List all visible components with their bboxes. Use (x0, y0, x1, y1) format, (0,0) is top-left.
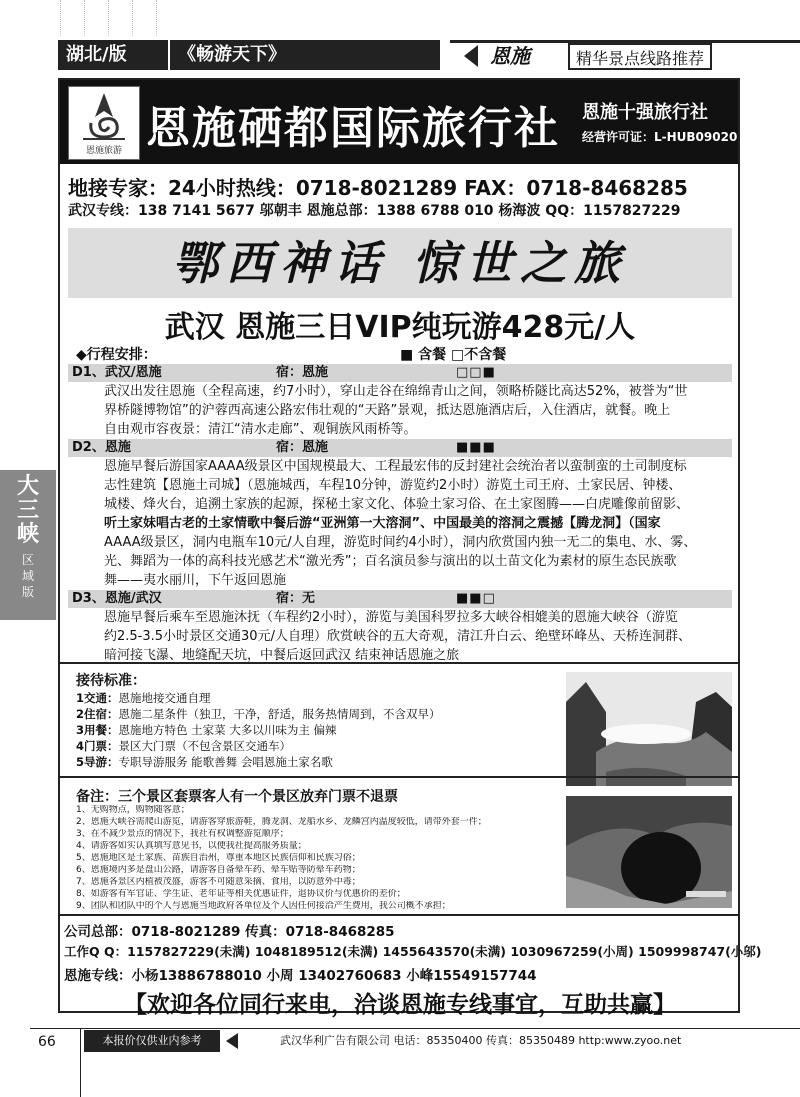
standard-text: 恩施二星条件（独卫，干净，舒适，服务热情周到，不含双早） (118, 707, 441, 721)
publisher-info: 武汉华利广告有限公司 电话：85350400 传真：85350489 http:www.zyoo.net (280, 1034, 682, 1047)
standard-item (76, 690, 211, 706)
day-description (104, 382, 724, 439)
standard-label: 2住宿： (76, 707, 119, 721)
footer-rule (30, 1028, 800, 1029)
day-stay: 宿：无 (276, 591, 316, 606)
divider (60, 914, 738, 916)
column-title: 《畅游天下》 (170, 40, 440, 70)
day-title: D1、武汉/恩施 (72, 365, 162, 380)
day-line: 恩施早餐后乘车至恩施沐抚（车程约2小时），游览与美国科罗拉多大峡谷相媲美的恩施大峡谷（游览 (104, 610, 678, 625)
day-title: D3、恩施/武汉 (72, 591, 162, 606)
top10-badge: 恩施十强旅行社 (582, 102, 708, 123)
day-line: 界桥隧博物馆”的沪蓉西高速公路宏伟壮观的“天路”景观，抵达恩施酒店后，入住酒店，就餐。晚上 (104, 403, 671, 418)
side-tab-subtitle: 区域版 (21, 553, 34, 599)
day-line: 城楼、烽火台，追溯土家族的起源，探秘土家文化、体验土家习俗、在土家图腾——白虎雕像前留影、 (104, 497, 690, 512)
day-meals: ■■■ (456, 440, 496, 455)
divider (60, 776, 738, 778)
day-meals: □□■ (456, 365, 496, 380)
standard-label: 5导游： (76, 755, 119, 769)
region-label: 湖北/版 (58, 40, 168, 70)
top-dotted-guides (0, 0, 800, 38)
day-stay: 宿：恩施 (276, 365, 329, 380)
enshi-word: 恩施 (490, 44, 530, 68)
standard-text: 恩施地方特色 土家菜 大多以川味为主 偏辣 (118, 723, 337, 737)
standard-text: 恩施地接交通自理 (118, 691, 211, 705)
day-line: 恩施早餐后游国家AAAA级景区中国规模最大、工程最宏伟的反封建社会统治者以蛮制蛮的土司制度标 (104, 459, 687, 474)
qq-numbers: 工作Q Q：1157827229(未满) 1048189512(未满) 1455643570(未满) 1030967259(小周) 1509998747(小邬) (64, 944, 762, 959)
canyon-photo (566, 672, 732, 786)
standard-item (76, 722, 336, 738)
arrow-left-icon (226, 1033, 238, 1049)
day-line: 约2.5-3.5小时景区交通30元/人自理）欣赏峡谷的五大奇观，清江升白云、绝壁环峰丛、天桥连洞群、 (104, 629, 691, 644)
tour-title: 武汉 恩施三日VIP纯玩游428元/人 (164, 310, 636, 345)
notes-title: 备注：三个景区套票客人有一个景区放弃门票不退票 (76, 789, 398, 805)
standard-item (76, 706, 441, 722)
logo-text: 恩施旅游 (85, 146, 122, 156)
day-line: 听土家妹唱古老的土家情歌中餐后游“亚洲第一大溶洞”、中国最美的溶洞之震撼【腾龙洞】（国家 (104, 516, 661, 531)
divider (60, 662, 738, 664)
day-meals: ■■□ (456, 591, 496, 606)
note-item: 4、请游客如实认真填写意见书，以便我社提高服务质量； (76, 841, 307, 851)
company-phone: 公司总部：0718-8021289 传真：0718-8468285 (64, 924, 395, 940)
note-item: 7、恩施各景区内植被茂盛，游客不可随意采摘、食用，以防意外中毒； (76, 877, 361, 887)
day-header (68, 364, 732, 382)
company-name: 恩施硒都国际旅行社 (146, 103, 560, 154)
standard-text: 景区大门票（不包含景区交通车） (118, 739, 292, 753)
standard-label: 1交通： (76, 691, 119, 705)
slogan-banner (68, 228, 732, 298)
day-line: 自由观市容夜景：清江“清水走廊”、观铜族风雨桥等。 (104, 422, 417, 437)
note-item: 5、恩施地区是土家族、苗族自治州，尊重本地区民族信仰和民族习俗； (76, 853, 361, 863)
standard-label: 3用餐： (76, 723, 119, 737)
day-line: 武汉出发往恩施（全程高速，约7小时），穿山走谷在绵绵青山之间，领略桥隧比高达52%，被誉为“世 (104, 384, 688, 399)
standard-label: 4门票： (76, 739, 119, 753)
standards-title: 接待标准： (76, 673, 146, 689)
welcome-slogan: 【欢迎各位同行来电，洽谈恩施专线事宜，互助共赢】 (124, 991, 676, 1018)
day-description (104, 608, 724, 665)
note-item: 9、团队和团队中的个人与恩施当地政府各单位及个人因任何接洽产生费用，我公司概不承担； (76, 901, 451, 911)
enshi-tag (450, 40, 800, 70)
standard-item (76, 754, 333, 770)
day-stay: 宿：恩施 (276, 440, 329, 455)
hotline-line: 地接专家：24小时热线：0718-8021289 FAX：0718-8468285 (68, 176, 688, 200)
margin-rule (80, 1028, 81, 1097)
day-header (68, 590, 732, 608)
enshi-hotlines: 恩施专线：小杨13886788010 小周 13402760683 小峰15549157744 (64, 968, 537, 984)
day-line: AAAA级景区，洞内电瓶车10元/人自理，游览时间约4小时），洞内欣赏国内独一无二的集电、水、雾、 (104, 535, 697, 550)
note-item: 1、无购物点，购物随客意； (76, 805, 190, 815)
day-title: D2、恩施 (72, 440, 131, 455)
day-description (104, 457, 724, 590)
note-item: 8、如游客有军官证、学生证、老年证等相关优惠证件，退协议价与优惠价的差价； (76, 889, 406, 899)
day-line: 暗河接飞瀑、地缝配天坑，中餐后返回武汉 结束神话恩施之旅 (104, 648, 460, 663)
license-number: 经营许可证：L-HUB09020 (582, 130, 738, 144)
day-header (68, 439, 732, 457)
note-item: 6、恩施境内多是盘山公路，请游客自备晕车药、晕车贴等防晕车药物； (76, 865, 361, 875)
spiral-logo-icon (69, 87, 139, 145)
slogan-text: 鄂西神话 惊世之旅 (171, 236, 628, 290)
page-footer (84, 1030, 800, 1052)
note-item: 2、恩施大峡谷需爬山游览，请游客穿旅游鞋，腾龙洞、龙船水乡、龙鳞宫内温度较低，请带外套一件； (76, 817, 487, 827)
side-tab-title: 大三峡 (16, 473, 39, 547)
contacts-line: 武汉专线：138 7141 5677 邬朝丰 恩施总部：1388 6788 010 杨海波 QQ：1157827229 (68, 203, 681, 219)
day-line: 舞——夷水丽川，下午返回恩施 (104, 573, 287, 588)
arrow-left-icon (464, 45, 478, 67)
enshi-title: 精华景点线路推荐 (568, 43, 712, 70)
standard-text: 专职导游服务 能歌善舞 会唱恩施土家名歌 (118, 755, 333, 769)
disclaimer: 本报价仅供业内参考 (84, 1030, 220, 1052)
page-number: 66 (38, 1034, 56, 1050)
cave-photo (566, 796, 732, 908)
day-line: 光、舞蹈为一体的高科技光感艺术“激光秀”；百名演员参与演出的以土苗文化为素材的原生态民族歌 (104, 554, 677, 569)
schedule-label: ◆行程安排： (76, 347, 157, 363)
company-logo (68, 86, 140, 160)
meal-legend: ■ 含餐 □不含餐 (400, 347, 507, 363)
day-line: 志性建筑【恩施土司城】（恩施城西，车程10分钟，游览约2小时）游览土司王府、土家民居、钟楼、 (104, 478, 682, 493)
side-region-tab (0, 470, 56, 620)
standard-item (76, 738, 291, 754)
note-item: 3、在不减少景点的情况下，我社有权调整游览顺序； (76, 829, 289, 839)
